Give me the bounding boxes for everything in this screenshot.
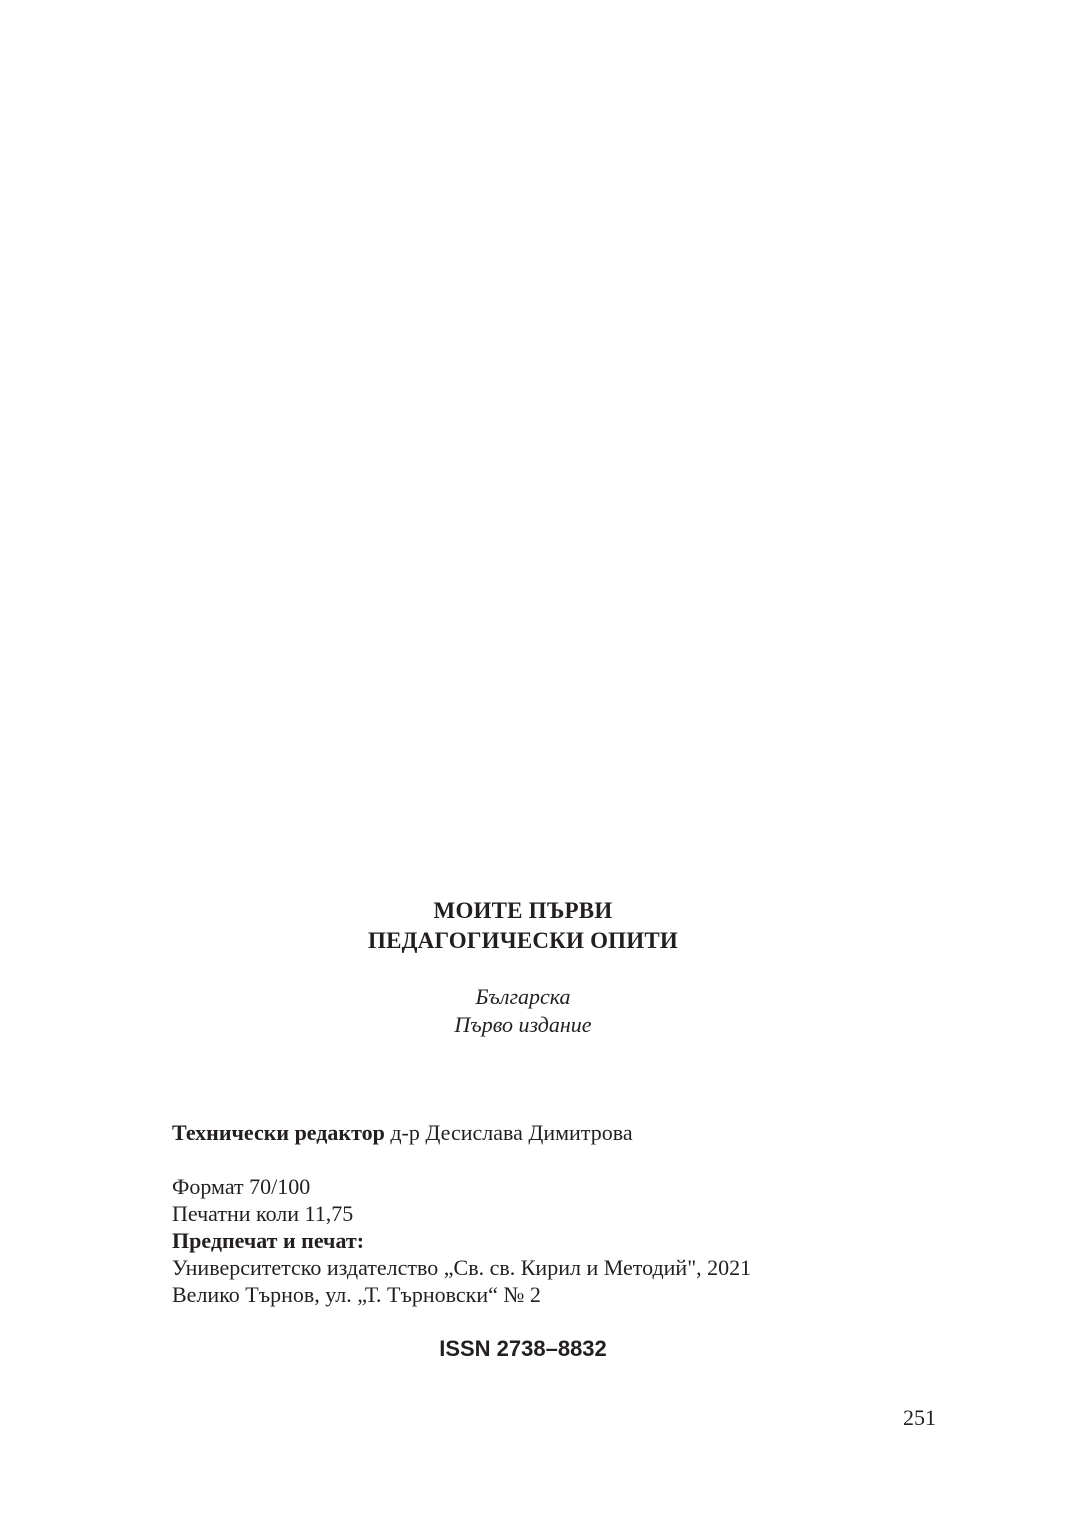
imprint-block [172, 1173, 751, 1308]
technical-editor-name: д-р Десислава Димитрова [390, 1120, 633, 1145]
address-line: Велико Търнов, ул. „Т. Търновски“ № 2 [172, 1282, 541, 1307]
book-title-line-2: ПЕДАГОГИЧЕСКИ ОПИТИ [368, 928, 678, 953]
book-title [0, 896, 1046, 956]
page-number: 251 [903, 1405, 936, 1430]
language-label: Българска [475, 984, 571, 1009]
format-line: Формат 70/100 [172, 1174, 311, 1199]
edition-info [0, 983, 1046, 1039]
technical-editor-label: Технически редактор [172, 1120, 385, 1145]
printed-sheets-line: Печатни коли 11,75 [172, 1201, 354, 1226]
publisher-line: Университетско издателство „Св. св. Кирил и Методий", 2021 [172, 1255, 752, 1280]
edition-label: Първо издание [454, 1012, 592, 1037]
issn-number: ISSN 2738–8832 [439, 1336, 607, 1361]
technical-editor-line [172, 1119, 633, 1147]
book-title-line-1: МОИТЕ ПЪРВИ [433, 898, 613, 923]
prepress-label: Предпечат и печат: [172, 1228, 365, 1253]
